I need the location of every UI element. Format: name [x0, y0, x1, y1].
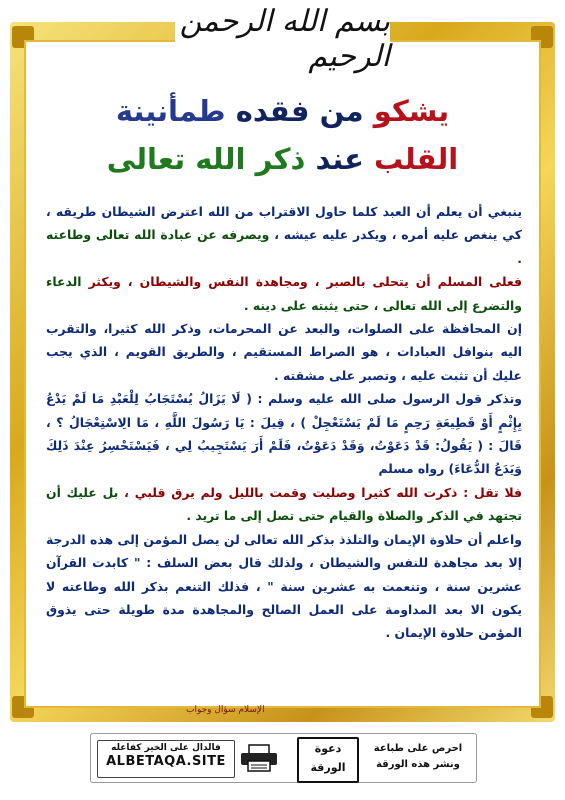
basmala-calligraphy	[175, 2, 390, 76]
title-word: يشكو	[373, 94, 450, 128]
paragraph	[46, 270, 522, 317]
dawat-alwaraqa-logo	[297, 737, 359, 783]
text-run: واعلم أن حلاوة الإيمان والتلذذ بذكر الله تعالى لن يصل المؤمن إلى هذه الدرجة إلا بعد مجاهدة للنفس والشيطان ، ولذلك قال بعض السلف : " كابدت القرآن عشرين سنة ، وتنعمت به عشرين سنة " ، فذلك التنعم بذكر الله وطاعته لا يكون الا بعد المداومة على العمل الصالح والمجاهدة مدة طويلة حتى يذوق المؤمن حلاوة الإيمان .	[46, 531, 522, 641]
text-run: ويصرفه عن عبادة الله تعالى وطاعته .	[46, 227, 522, 266]
reminder-line: ونشر هذه الورقة	[376, 759, 460, 770]
paragraph	[46, 317, 522, 387]
text-run: فلا تقل : ذكرت الله كثيرا وصليت وقمت بالليل ولم يرق قلبي ،	[124, 484, 522, 500]
site-box	[97, 740, 235, 778]
print-reminder	[368, 741, 468, 773]
logo-line: دعوة	[314, 742, 342, 755]
source-attribution: الإسلام سؤال وجواب	[186, 705, 265, 715]
footer-saying: فالدال على الخير كفاعله	[111, 743, 221, 753]
title-word: طمأنينة	[115, 94, 226, 128]
footer-bar	[90, 733, 477, 783]
paragraph	[46, 481, 522, 528]
text-run: ينبغي أن يعلم أن العبد كلما حاول الاقتراب من الله اعترض الشيطان طريقه ، كي ينغص عليه أمره ، ويكدر عليه عيشه ،	[46, 204, 523, 243]
basmala-text: بسم الله الرحمن الرحيم	[179, 4, 390, 74]
paragraph	[46, 528, 522, 645]
article-body	[46, 200, 522, 700]
title-word: ذكر الله تعالى	[106, 142, 306, 176]
title-word: من فقده	[235, 94, 364, 128]
title-line-2	[40, 142, 525, 176]
site-link[interactable]: ALBETAQA.SITE	[106, 754, 226, 769]
title-word: عند	[315, 142, 364, 176]
paragraph	[46, 387, 522, 481]
text-run: الدعاء والتضرع إلى الله تعالى ، حتى يثبته على دينه .	[46, 274, 522, 313]
text-run: بل عليك أن تجتهد في الذكر والصلاة والقيام حتى تصل إلى ما تريد .	[46, 484, 522, 524]
title-line-1	[40, 94, 525, 128]
logo-line: الورقة	[310, 761, 346, 774]
paragraph	[46, 200, 522, 270]
text-run: إن المحافظة على الصلوات، والبعد عن المحرمات، وذكر الله كثيرا، والتقرب اليه بنوافل العبادات ، هو الصراط المستقيم ، والطريق القويم ، الذي يجب عليك أن تثبت عليه ، وتصبر على مشقته .	[46, 321, 522, 383]
hadith-text: وتذكر قول الرسول صلى الله عليه وسلم : ( لَا يَزَالُ يُسْتَجَابُ لِلْعَبْدِ مَا لَمْ يَدْعُ بِإِثْمٍ أَوْ قَطِيعَةِ رَحِمٍ مَا لَمْ يَسْتَعْجِلْ ) ، قِيلَ : يَا رَسُولَ اللَّهِ ، مَا الِاسْتِعْجَالُ ؟ ، قَالَ : ( يَقُولُ: قَدْ دَعَوْتُ، وَقَدْ دَعَوْتُ، فَلَمْ أَرَ يَسْتَجِيبُ لِي ، فَيَسْتَحْسِرُ عِنْدَ ذَلِكَ وَيَدَعُ الدُّعَاءَ) رواه مسلم	[46, 391, 522, 477]
printer-icon	[239, 744, 279, 772]
title-word: القلب	[374, 142, 459, 176]
reminder-line: احرص على طباعة	[373, 743, 463, 754]
text-run: فعلى المسلم أن يتحلى بالصبر ، ومجاهدة النفس والشيطان ، ويكثر	[88, 274, 522, 290]
